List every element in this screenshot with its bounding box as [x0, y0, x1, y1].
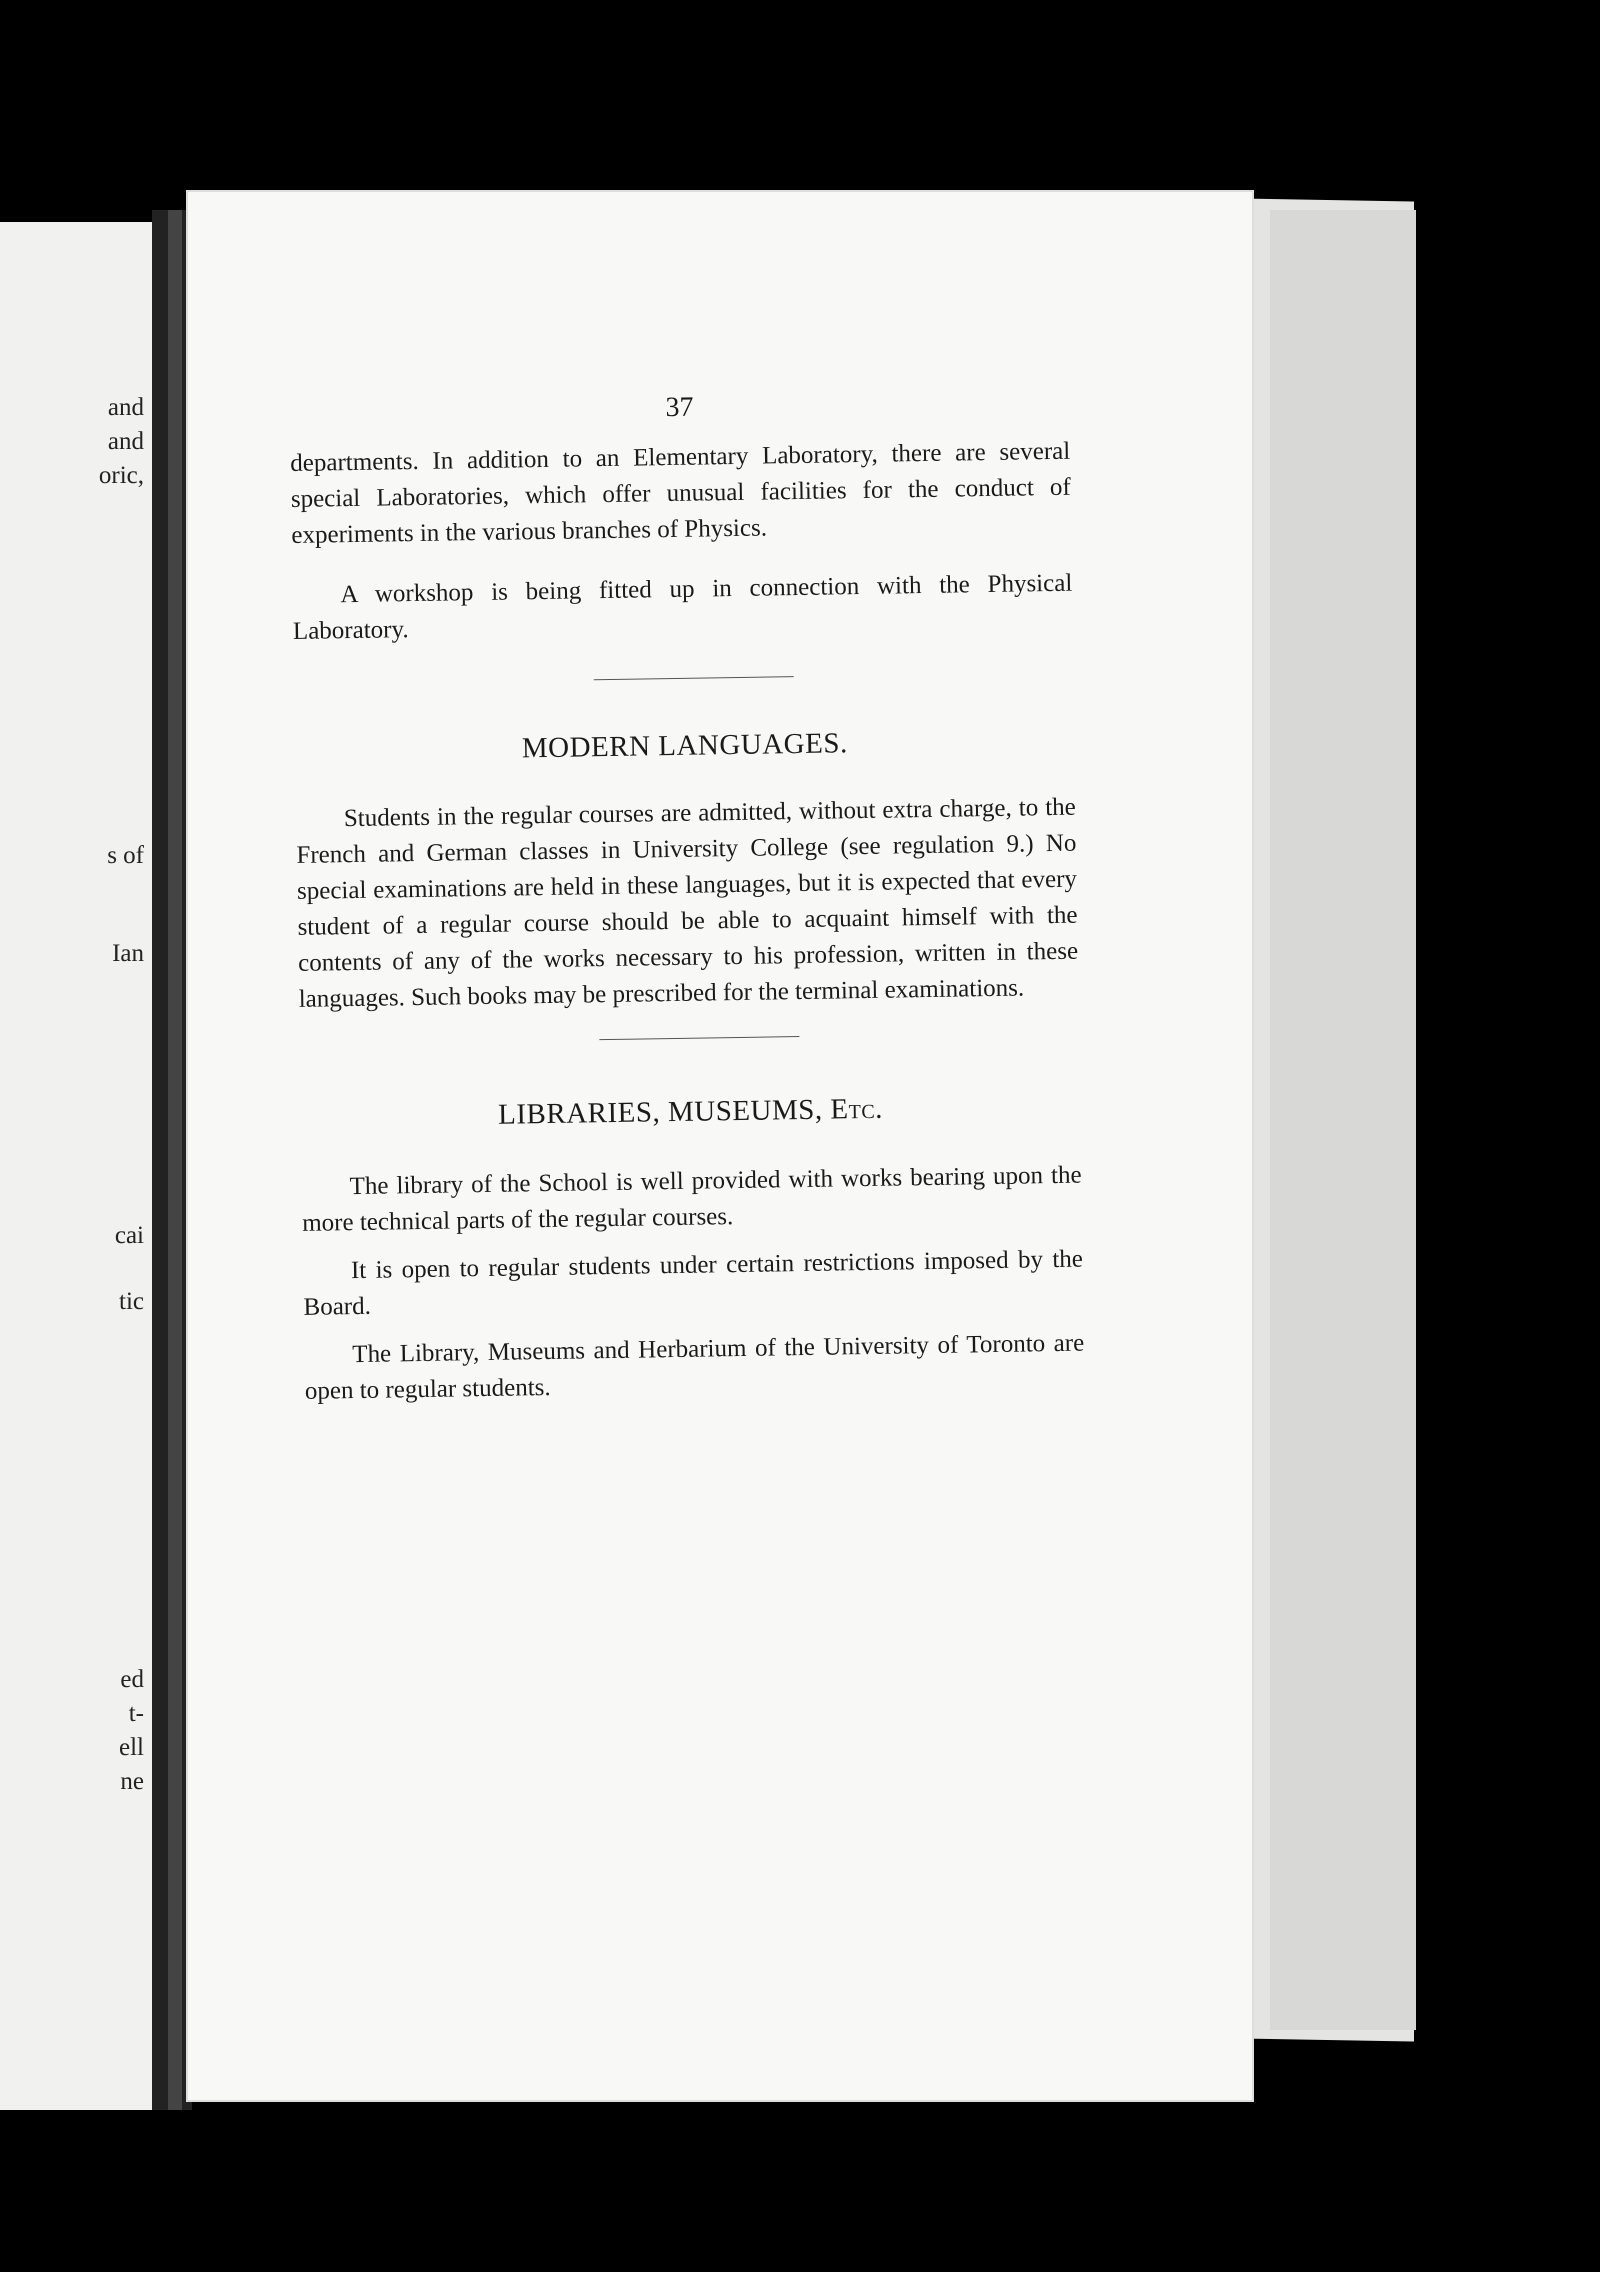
- left-facing-page: [0, 222, 152, 2110]
- paragraph-library-works: [301, 1158, 1082, 1242]
- left-page-fragment: ed: [120, 1666, 144, 1693]
- left-page-fragment: ell: [119, 1734, 144, 1761]
- paragraph-physics-departments: departments. In addition to an Elementary Laboratory, there are several special Laboratories, which offer unusual facilities for the conduct of experiments in the various branches of Physics.: [290, 437, 1071, 549]
- left-page-fragment: ne: [120, 1768, 144, 1795]
- left-page-fragment: and: [107, 394, 144, 421]
- paragraph-university-collections-text: The Library, Museums and Herbarium of the University of Toronto are open to regular students.: [304, 1329, 1085, 1405]
- page-edges-inner: [1270, 210, 1416, 2030]
- heading-libraries: [300, 1090, 1080, 1135]
- section-divider: [599, 1036, 799, 1040]
- book-gutter-shadow: [168, 210, 182, 2110]
- paragraph-library-access-text: It is open to regular students under certain restrictions imposed by the Board.: [303, 1245, 1084, 1321]
- heading-libraries-suffix: Etc.: [830, 1092, 884, 1126]
- left-page-fragment: Ian: [112, 940, 144, 967]
- page-number: 37: [665, 391, 694, 424]
- page-content: [286, 177, 1106, 1405]
- paragraph-university-collections: [304, 1326, 1085, 1410]
- section-divider: [594, 676, 794, 680]
- paragraph-modern-languages: [296, 790, 1079, 1018]
- paragraph-library-access: [303, 1242, 1084, 1326]
- heading-libraries-main: LIBRARIES, MUSEUMS,: [497, 1093, 831, 1131]
- paragraph-workshop: [292, 566, 1073, 650]
- paragraph-workshop-text: A workshop is being fitted up in connection with the Physical Laboratory.: [292, 569, 1073, 645]
- page: [186, 190, 1254, 2102]
- left-page-fragment: oric,: [98, 462, 144, 489]
- left-page-fragment: s of: [107, 842, 144, 869]
- left-page-fragment: and: [107, 428, 144, 455]
- left-page-fragment: t-: [128, 1700, 144, 1727]
- left-page-fragment: tic: [119, 1288, 144, 1315]
- heading-modern-languages: MODERN LANGUAGES.: [521, 727, 848, 765]
- paragraph-modern-languages-text: Students in the regular courses are admitted, without extra charge, to the French and German classes in University College (see regulation 9.) No special examinations are held in these languages, but it is expected that every student of a regular course should be able to acquaint himself with the contents of any of the works necessary to his profession, written in these languages. Such books may be prescribed for the terminal examinations.: [296, 793, 1079, 1013]
- paragraph-library-works-text: The library of the School is well provided with works bearing upon the more technical parts of the regular courses.: [302, 1161, 1082, 1237]
- left-page-fragment: cai: [114, 1222, 144, 1249]
